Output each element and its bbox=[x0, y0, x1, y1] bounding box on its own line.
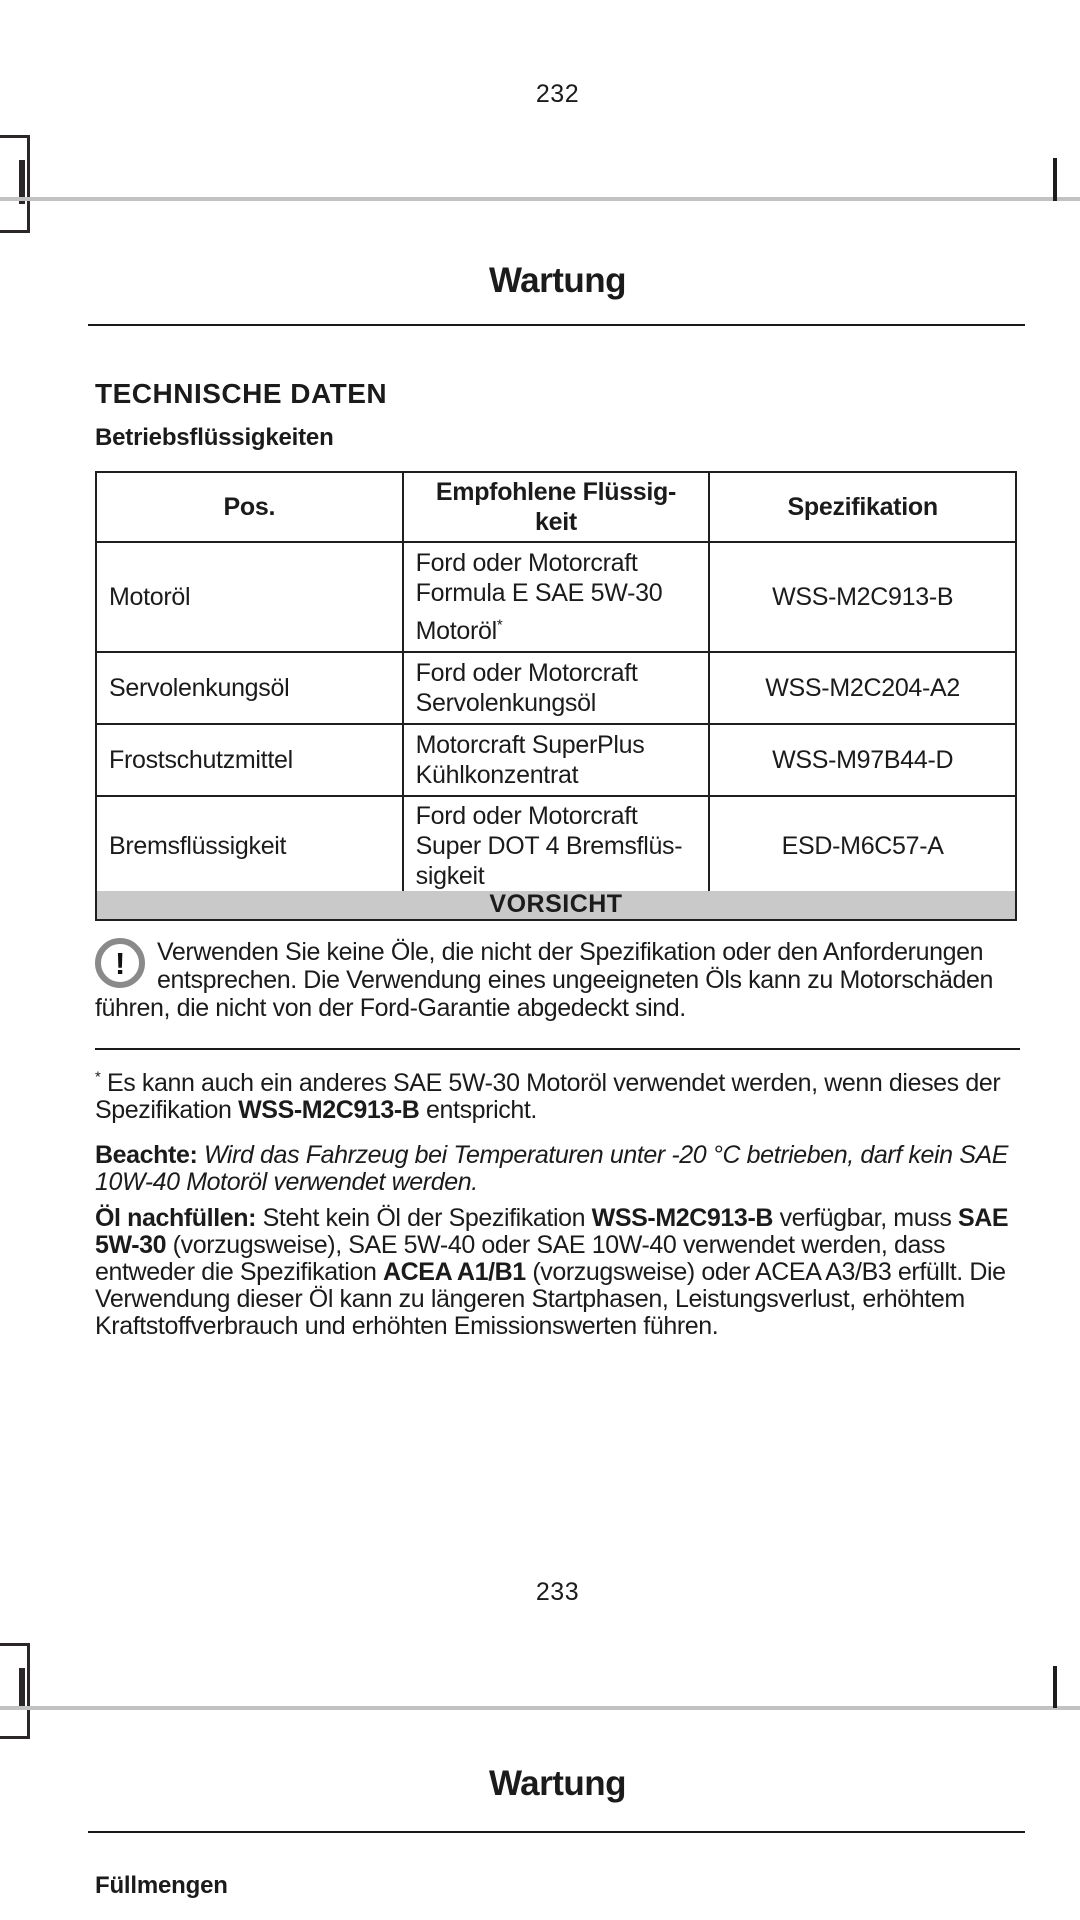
page-number-bottom: 233 bbox=[535, 1578, 580, 1606]
section-title-rule-bottom bbox=[88, 1831, 1025, 1833]
table-cell-pos: Bremsflüssigkeit bbox=[96, 796, 403, 896]
fluids-table-wrap bbox=[95, 471, 1017, 897]
caution-bar: VORSICHT bbox=[95, 891, 1017, 921]
section-title-bottom: Wartung bbox=[488, 1764, 627, 1803]
crop-mark-left-bottom bbox=[0, 1643, 30, 1739]
table-cell-pos: Motoröl bbox=[96, 542, 403, 652]
table-cell-spec: WSS-M2C204-A2 bbox=[709, 652, 1016, 724]
print-fold-line-bottom bbox=[0, 1706, 1080, 1710]
crop-mark-right-top bbox=[1053, 158, 1057, 201]
table-cell-fluid: Ford oder Motorcraft Super DOT 4 Bremsflüs- sigkeit bbox=[403, 796, 710, 896]
exclamation-circle-icon: ! bbox=[95, 938, 145, 988]
table-row bbox=[96, 542, 1016, 652]
table-cell-spec: WSS-M2C913-B bbox=[709, 542, 1016, 652]
heading-fuellmengen: Füllmengen bbox=[95, 1872, 228, 1899]
col-header-pos: Pos. bbox=[96, 472, 403, 542]
table-cell-fluid: Motorcraft SuperPlus Kühlkonzentrat bbox=[403, 724, 710, 796]
table-cell-spec: WSS-M97B44-D bbox=[709, 724, 1016, 796]
subheading-betriebsfluessigkeiten: Betriebsflüssigkeiten bbox=[95, 424, 334, 451]
crop-mark-left-top bbox=[0, 135, 30, 233]
table-cell-pos: Frostschutzmittel bbox=[96, 724, 403, 796]
note-paragraph: Beachte: Wird das Fahrzeug bei Temperaturen unter -20 °C betrieben, darf kein SAE 10W-40 Motoröl verwendet werden. bbox=[95, 1141, 1009, 1196]
crop-mark-right-bottom bbox=[1053, 1666, 1057, 1708]
table-row bbox=[96, 652, 1016, 724]
fluids-table bbox=[95, 471, 1017, 897]
crop-mark-left-bottom-bar bbox=[19, 1668, 25, 1708]
col-header-spec: Spezifikation bbox=[709, 472, 1016, 542]
caution-text: Verwenden Sie keine Öle, die nicht der Spezifikation oder den Anforderungen entsprechen. Die Verwendung eines ungeeigneten Öls kann zu Motorschäden führen, die nicht von der Ford-Garantie abgedeckt sind. bbox=[95, 938, 994, 1022]
section-title-top: Wartung bbox=[488, 261, 627, 300]
table-row bbox=[96, 796, 1016, 896]
table-header-row bbox=[96, 472, 1016, 542]
table-cell-spec: ESD-M6C57-A bbox=[709, 796, 1016, 896]
page-number-top: 232 bbox=[535, 80, 580, 108]
section-title-rule-top bbox=[88, 324, 1025, 326]
heading-technische-daten: TECHNISCHE DATEN bbox=[95, 378, 388, 409]
table-cell-pos: Servolenkungsöl bbox=[96, 652, 403, 724]
table-row bbox=[96, 724, 1016, 796]
table-cell-fluid: Ford oder Motorcraft Servolenkungsöl bbox=[403, 652, 710, 724]
footnote-paragraph: * Es kann auch ein anderes SAE 5W-30 Motoröl verwendet werden, wenn dieses der Spezifikation WSS-M2C913-B entspricht. bbox=[95, 1068, 1001, 1124]
caution-paragraph bbox=[95, 938, 1022, 1022]
col-header-fluid: Empfohlene Flüssig- keit bbox=[403, 472, 710, 542]
footnote-rule bbox=[95, 1048, 1020, 1050]
table-cell-fluid: Ford oder Motorcraft Formula E SAE 5W-30 Motoröl* bbox=[403, 542, 710, 652]
refill-paragraph: Öl nachfüllen: Steht kein Öl der Spezifikation WSS-M2C913-B verfügbar, muss SAE 5W-30 (vorzugsweise), SAE 5W-40 oder SAE 10W-40 verwendet werden, dass entweder die Spezifikation ACEA A1/B1 (vorzugsweise) oder ACEA A3/B3 erfüllt. Die Verwendung dieser Öl kann zu längeren Startphasen, Leistungsverlust, erhöhtem Kraftstoffverbrauch und erhöhten Emissionswerten führen. bbox=[95, 1204, 1009, 1340]
print-fold-line-top bbox=[0, 197, 1080, 201]
